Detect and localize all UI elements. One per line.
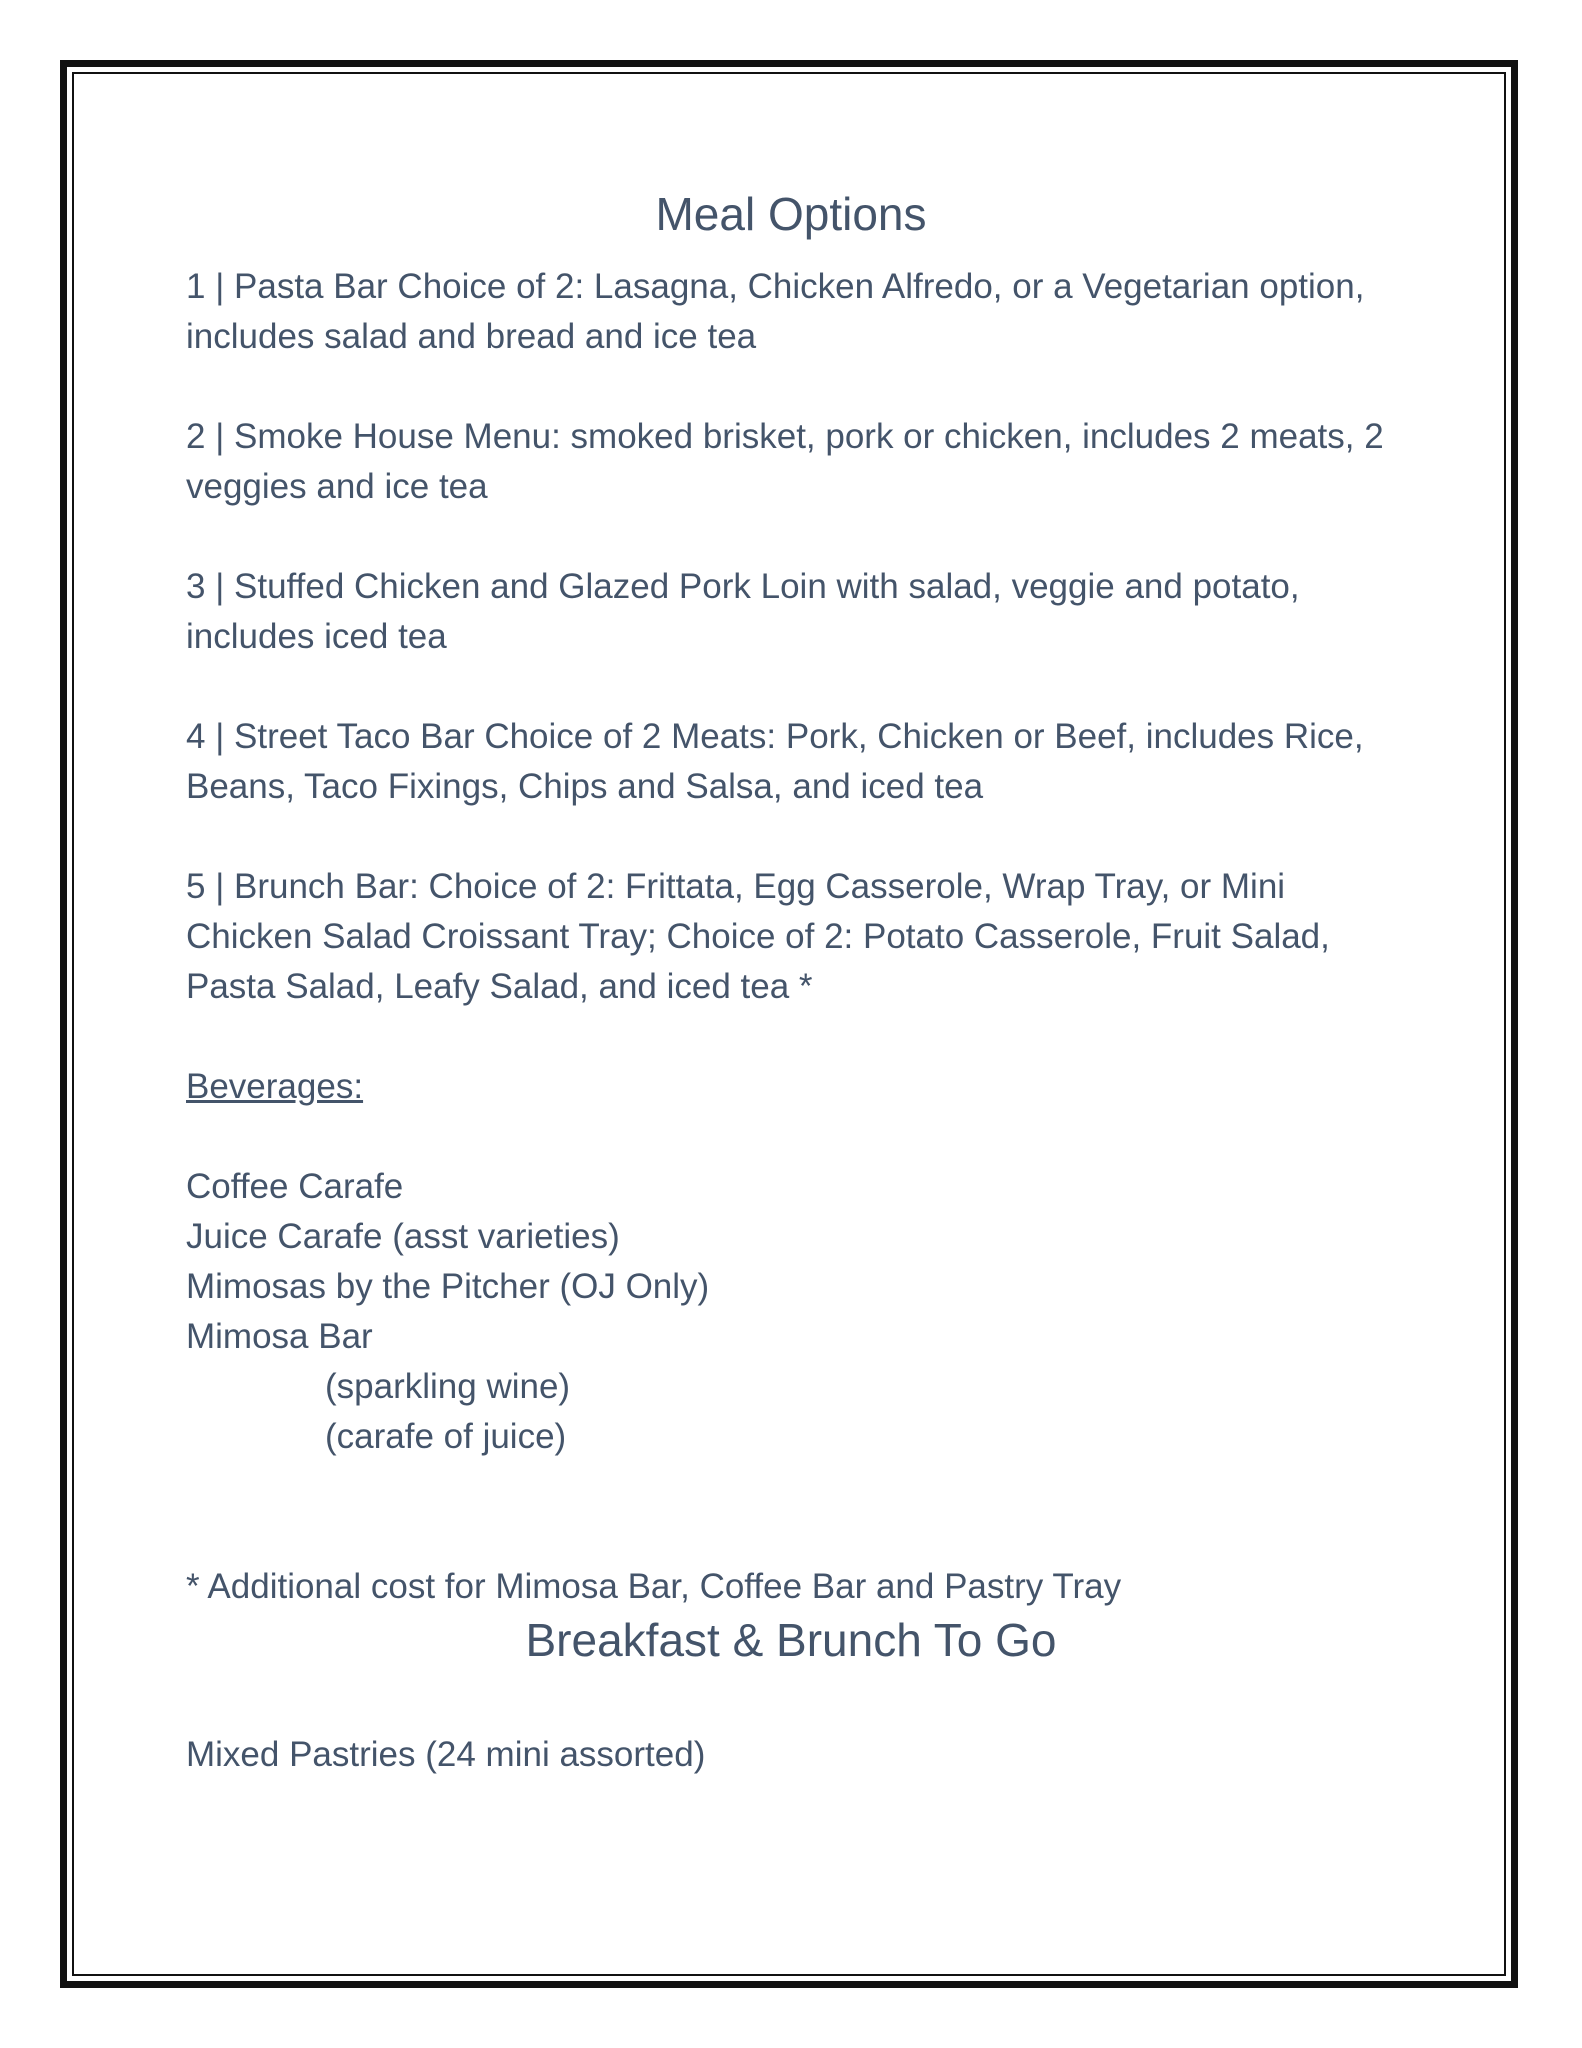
- meal-option-1: 1 | Pasta Bar Choice of 2: Lasagna, Chicken Alfredo, or a Vegetarian option, includes salad and bread and ice tea: [186, 267, 1365, 356]
- beverage-item: Mimosas by the Pitcher (OJ Only): [186, 1267, 710, 1306]
- beverage-item: Juice Carafe (asst varieties): [186, 1217, 620, 1256]
- page-title: Meal Options: [655, 188, 927, 240]
- beverages-heading: Beverages:: [186, 1067, 364, 1106]
- meal-option-3: 3 | Stuffed Chicken and Glazed Pork Loin with salad, veggie and potato, includes iced tea: [186, 567, 1300, 656]
- additional-cost-note: * Additional cost for Mimosa Bar, Coffee Bar and Pastry Tray: [186, 1567, 1122, 1606]
- beverage-item: Coffee Carafe: [186, 1167, 404, 1206]
- beverage-item: Mimosa Bar: [186, 1317, 373, 1356]
- meal-option-2: 2 | Smoke House Menu: smoked brisket, pork or chicken, includes 2 meats, 2 veggies and ice tea: [186, 417, 1384, 506]
- beverage-sub-item: (sparkling wine): [325, 1367, 571, 1406]
- meal-option-5: 5 | Brunch Bar: Choice of 2: Frittata, Egg Casserole, Wrap Tray, or Mini Chicken Salad Croissant Tray; Choice of 2: Potato Casserole, Fruit Salad, Pasta Salad, Leafy Salad, and iced tea *: [186, 867, 1330, 1006]
- section-title-breakfast: Breakfast & Brunch To Go: [525, 1614, 1057, 1666]
- pastries-item: Mixed Pastries (24 mini assorted): [186, 1735, 706, 1774]
- menu-content: [186, 186, 1396, 1780]
- beverage-sub-item: (carafe of juice): [325, 1417, 567, 1456]
- meal-option-4: 4 | Street Taco Bar Choice of 2 Meats: Pork, Chicken or Beef, includes Rice, Beans, Taco Fixings, Chips and Salsa, and iced tea: [186, 717, 1364, 806]
